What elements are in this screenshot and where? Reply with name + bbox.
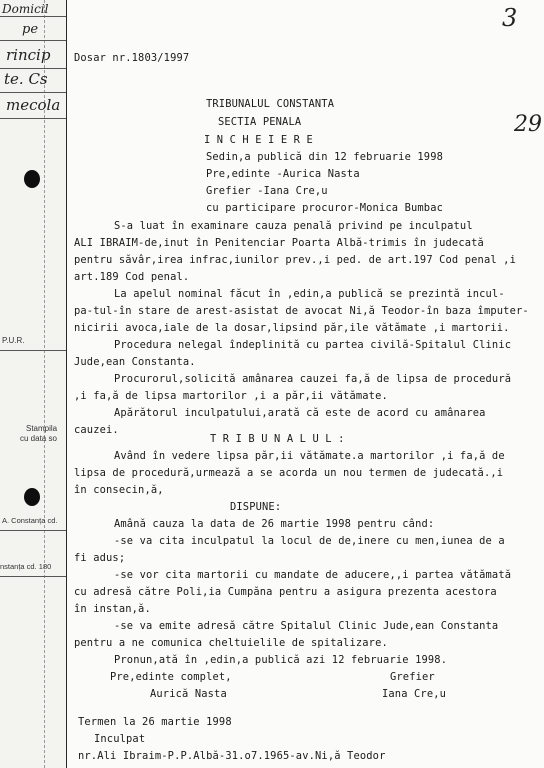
body-line: pa-tul-în stare de arest-asistat de avocat Ni,ă Teodor-în baza împuter- (74, 305, 529, 317)
margin-rule (0, 40, 66, 41)
margin-rule (0, 68, 66, 69)
margin-rule (0, 92, 66, 93)
body-line: La apelul nominal făcut în ,edin,a publică se prezintă incul- (114, 288, 505, 300)
body-line: Procurorul,solicită amânarea cauzei fa,ă de lipsa de procedură (114, 373, 512, 385)
president-line: Pre,edinte -Aurica Nasta (206, 168, 360, 180)
margin-handwriting: rincip (6, 46, 51, 64)
clerk-signature-title: Grefier (390, 671, 435, 683)
body-line: în instan,ă. (74, 603, 151, 615)
prosecutor-line: cu participare procuror-Monica Bumbac (206, 202, 444, 214)
margin-label: nstanța cd. 180 (0, 562, 52, 571)
margin-handwriting: pe (22, 22, 39, 37)
session-line: Sedin,a publică din 12 februarie 1998 (206, 151, 444, 163)
body-line: fi adus; (74, 552, 126, 564)
president-signature-name: Aurică Nasta (150, 688, 227, 700)
page-number-handwritten: 3 (502, 4, 518, 32)
file-number: Dosar nr.1803/1997 (74, 52, 190, 64)
body-line: Jude,ean Constanta. (74, 356, 196, 368)
body-line: ,i fa,ă de lipsa martorilor ,i a păr,ii vătămate. (74, 390, 388, 402)
body-line: ALI IBRAIM-de,inut în Penitenciar Poarta Albă-trimis în judecată (74, 237, 484, 249)
document-type-heading: I N C H E I E R E (204, 134, 313, 146)
footer-defendant-label: Inculpat (94, 733, 146, 745)
body-line: cu adresă către Poli,ia Cumpăna pentru a asigura prezenta acestora (74, 586, 497, 598)
folio-number-handwritten: 29 (514, 112, 542, 137)
margin-rule (0, 350, 66, 351)
dispune-heading: DISPUNE: (230, 501, 282, 513)
margin-rule (0, 530, 66, 531)
punch-hole (24, 488, 40, 506)
body-line: -se va cita inculpatul la locul de de,inere cu men,iunea de a (114, 535, 505, 547)
clerk-line: Grefier -Iana Cre,u (206, 185, 328, 197)
court-name: TRIBUNALUL CONSTANTA (206, 98, 335, 110)
footer-defendant-details: nr.Ali Ibraim-P.P.Albă-31.o7.1965-av.Ni,ă Teodor (78, 750, 386, 762)
body-line: pentru a ne comunica cheltuielile de spitalizare. (74, 637, 388, 649)
register-margin-strip (0, 0, 67, 768)
margin-label: A. Constanța cd. (2, 516, 58, 525)
footer-term-line: Termen la 26 martie 1998 (78, 716, 232, 728)
margin-rule (0, 118, 66, 119)
body-line: -se vor cita martorii cu mandate de aducere,,i partea vătămată (114, 569, 512, 581)
margin-rule (0, 16, 66, 17)
margin-dashed-line (44, 0, 45, 768)
clerk-signature-name: Iana Cre,u (382, 688, 447, 700)
margin-label: cu data so (20, 434, 57, 443)
body-line: nicirii avoca,iale de la dosar,lipsind păr,ile vătămate ,i martorii. (74, 322, 510, 334)
pronouncement-line: Pronun,ată în ,edin,a publică azi 12 februarie 1998. (114, 654, 448, 666)
margin-handwriting: mecola (6, 96, 61, 114)
body-line: lipsa de procedură,urmează a se acorda un nou termen de judecată.,i (74, 467, 504, 479)
body-line: Având în vedere lipsa păr,ii vătămate.a martorilor ,i fa,ă de (114, 450, 505, 462)
body-line: Apărătorul inculpatului,arată că este de acord cu amânarea (114, 407, 486, 419)
body-line: cauzei. (74, 424, 119, 436)
body-line: pentru săvâr,irea infrac,iunilor prev.,i ped. de art.197 Cod penal ,i (74, 254, 516, 266)
margin-handwriting: te. Cs (4, 70, 48, 88)
body-line: Procedura nelegal îndeplinită cu partea civilă-Spitalul Clinic (114, 339, 512, 351)
margin-label: P.U.R. (2, 336, 25, 345)
tribunal-heading: T R I B U N A L U L : (210, 433, 345, 445)
body-line: S-a luat în examinare cauza penală privind pe inculpatul (114, 220, 473, 232)
margin-handwriting: Domicil (2, 2, 49, 16)
body-line: Amână cauza la data de 26 martie 1998 pentru când: (114, 518, 435, 530)
body-line: în consecin,ă, (74, 484, 164, 496)
margin-rule (0, 576, 66, 577)
punch-hole (24, 170, 40, 188)
body-line: -se va emite adresă către Spitalul Clinic Jude,ean Constanta (114, 620, 499, 632)
body-line: art.189 Cod penal. (74, 271, 190, 283)
president-signature-title: Pre,edinte complet, (110, 671, 232, 683)
court-section: SECTIA PENALA (218, 116, 302, 128)
margin-label: Stampila (26, 424, 58, 433)
